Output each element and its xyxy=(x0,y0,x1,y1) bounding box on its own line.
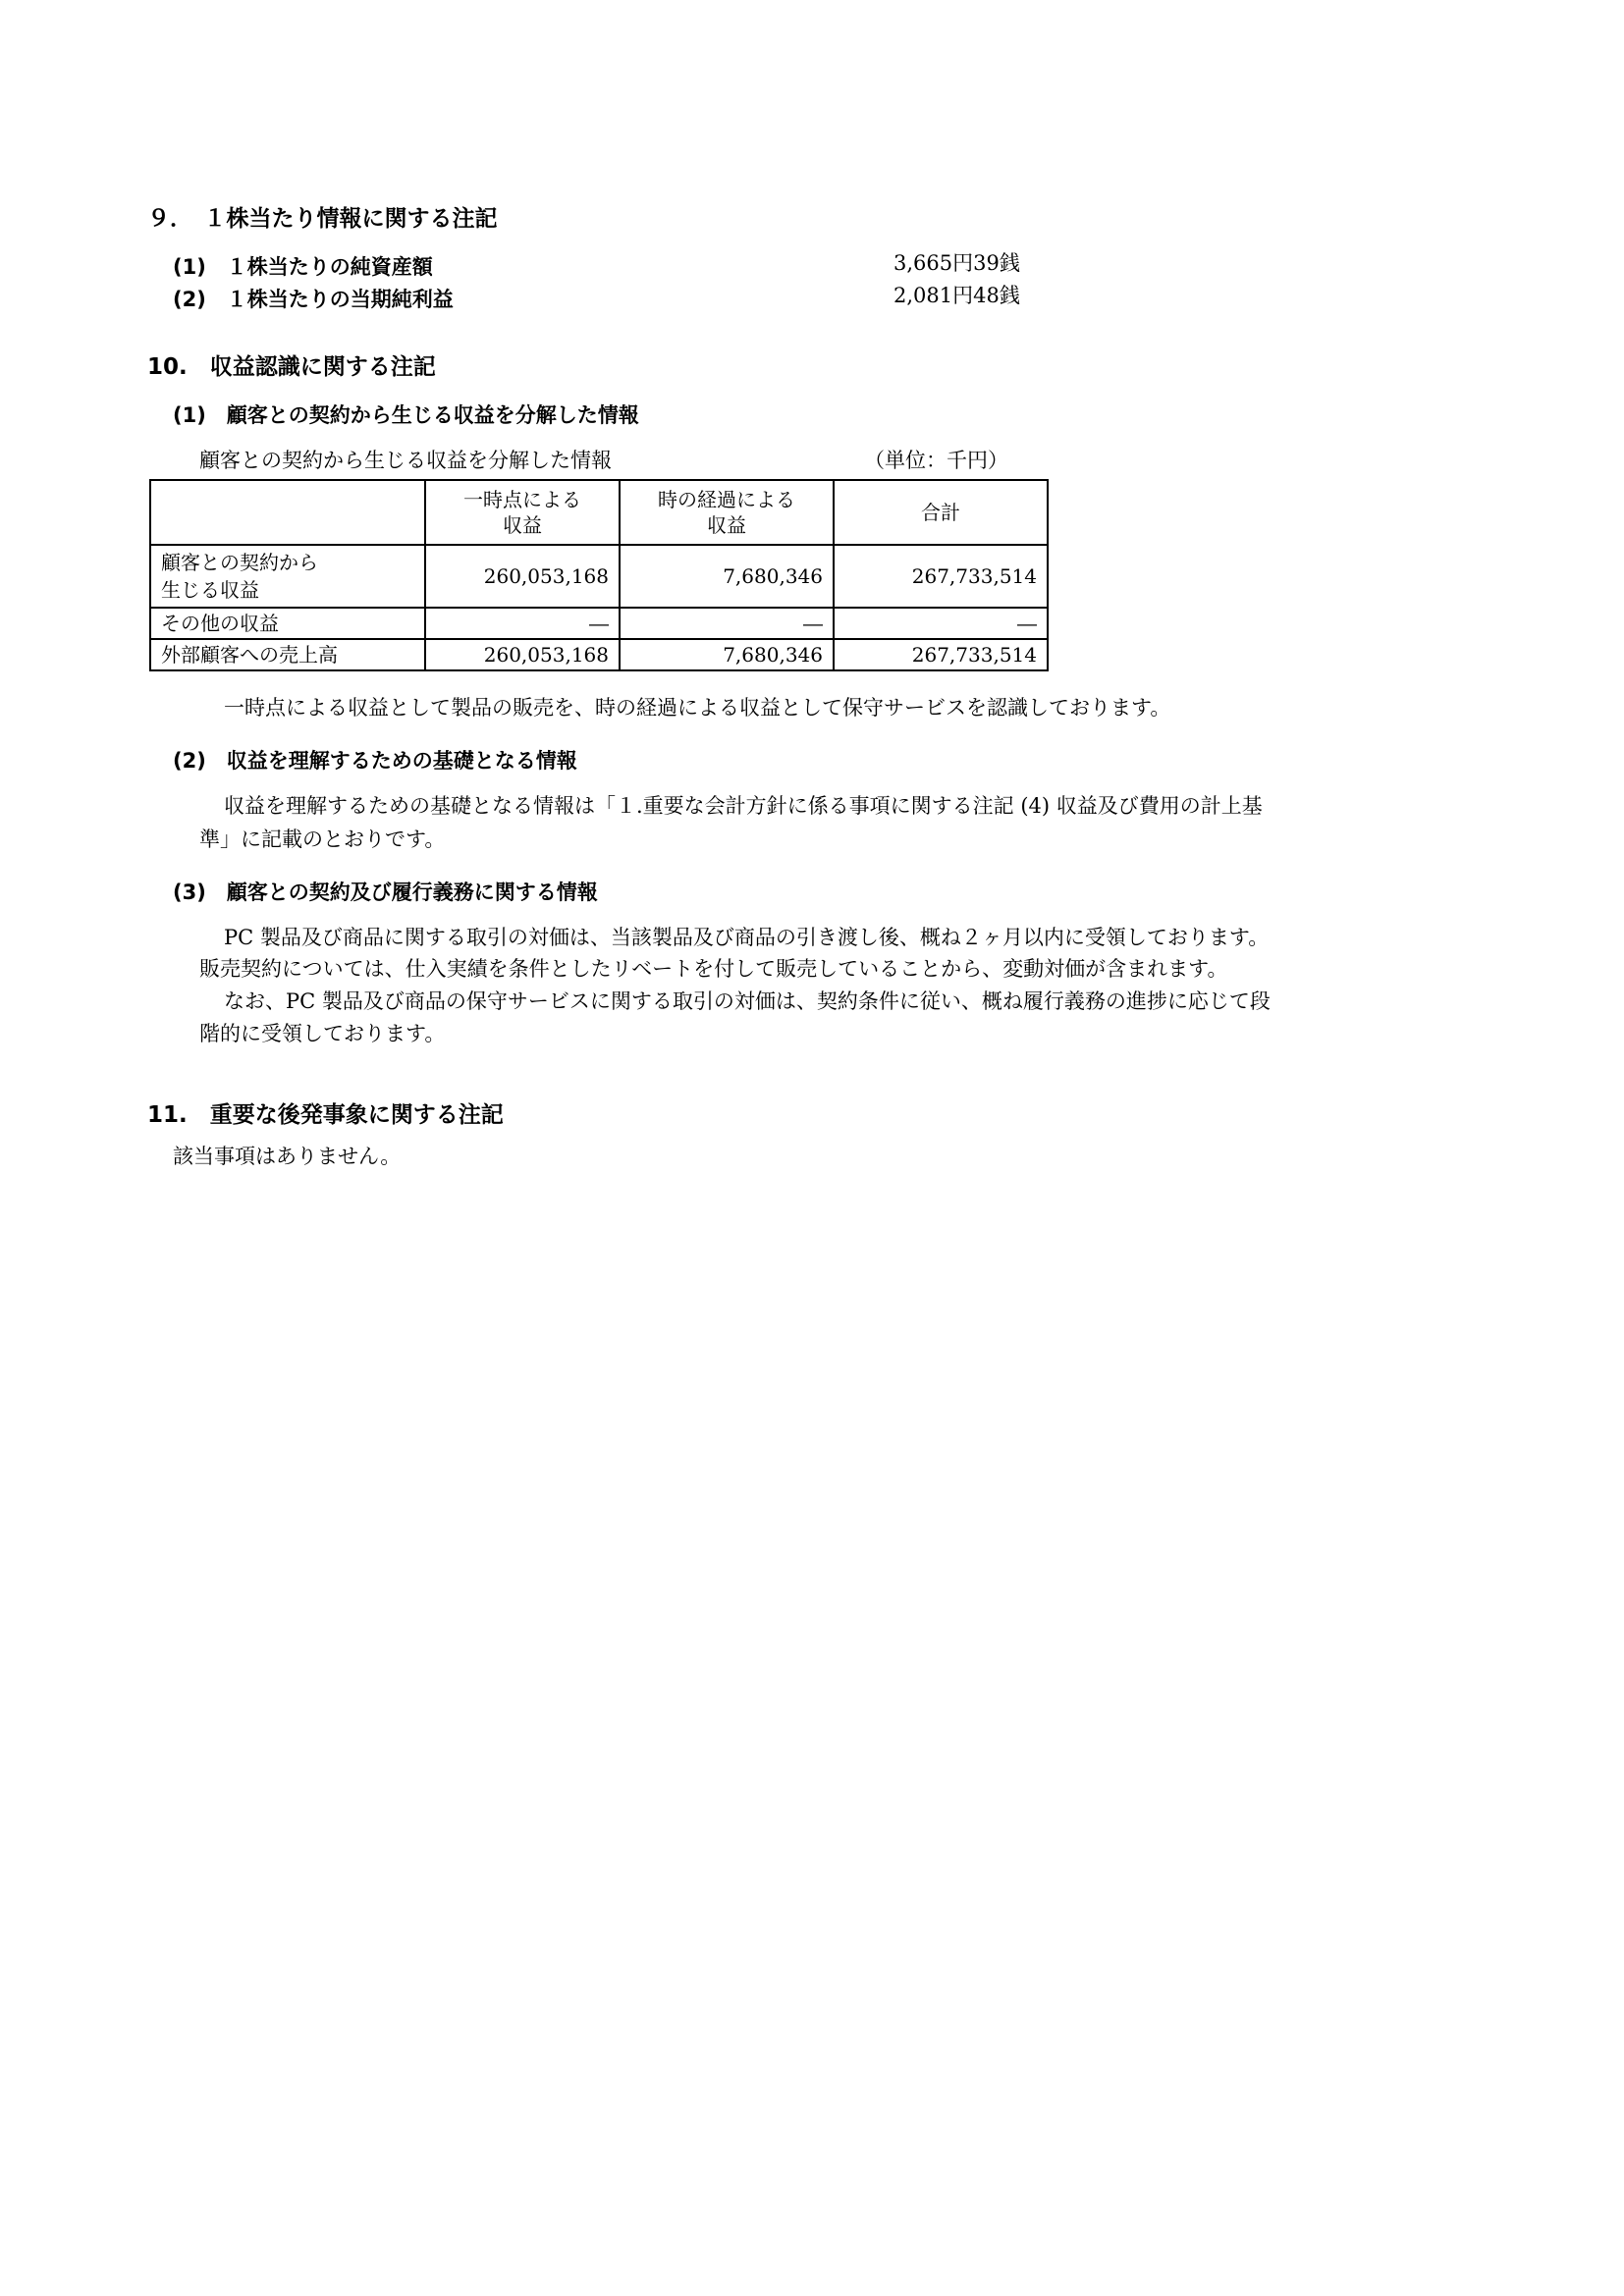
header-cell-blank xyxy=(150,480,425,545)
subsection-10-2-heading: (2) 収益を理解するための基礎となる情報 xyxy=(173,749,577,773)
subsection-10-2-text-line2: 準」に記載のとおりです。 xyxy=(199,828,446,851)
subsection-10-3-line2: 販売契約については、仕入実績を条件としたリベートを付して販売していることから、変動対価が含まれます。 xyxy=(199,957,1228,981)
net-income-per-share-value: 2,081円48銭 xyxy=(893,284,1020,307)
table-cell: 7,680,346 xyxy=(620,639,834,670)
net-assets-per-share-label: (1) １株当たりの純資産額 xyxy=(173,255,433,279)
section-10-heading: 10. 収益認識に関する注記 xyxy=(147,354,436,380)
row-label-other-revenue: その他の収益 xyxy=(150,608,425,639)
net-assets-per-share-value: 3,665円39銭 xyxy=(893,251,1020,275)
section-11-text: 該当事項はありません。 xyxy=(173,1145,402,1168)
table-note: 一時点による収益として製品の販売を、時の経過による収益として保守サービスを認識しております。 xyxy=(224,696,1171,720)
table-cell: ― xyxy=(834,608,1048,639)
subsection-10-3-line4: 階的に受領しております。 xyxy=(199,1022,446,1045)
header-cell-over-time: 時の経過による 収益 xyxy=(620,480,834,545)
section-9-heading: ９． １株当たり情報に関する注記 xyxy=(147,206,498,232)
row-label-external-sales: 外部顧客への売上高 xyxy=(150,639,425,670)
header-cell-total: 合計 xyxy=(834,480,1048,545)
table-cell: ― xyxy=(425,608,620,639)
row-label-contract-revenue: 顧客との契約から 生じる収益 xyxy=(150,545,425,608)
subsection-10-1-heading: (1) 顧客との契約から生じる収益を分解した情報 xyxy=(173,403,639,427)
table-row xyxy=(150,639,1048,670)
net-income-per-share-label: (2) １株当たりの当期純利益 xyxy=(173,288,454,311)
table-cell: 260,053,168 xyxy=(425,639,620,670)
header-cell-point-in-time: 一時点による 収益 xyxy=(425,480,620,545)
revenue-breakdown-table xyxy=(149,479,1049,671)
table-row xyxy=(150,545,1048,608)
table-cell: 267,733,514 xyxy=(834,545,1048,608)
table-header-row xyxy=(150,480,1048,545)
table-caption: 顧客との契約から生じる収益を分解した情報 xyxy=(199,449,612,472)
table-cell: 260,053,168 xyxy=(425,545,620,608)
subsection-10-3-heading: (3) 顧客との契約及び履行義務に関する情報 xyxy=(173,881,598,904)
subsection-10-3-line3: なお、PC 製品及び商品の保守サービスに関する取引の対価は、契約条件に従い、概ね履行義務の進捗に応じて段 xyxy=(224,989,1271,1013)
table-cell: 7,680,346 xyxy=(620,545,834,608)
table-cell: ― xyxy=(620,608,834,639)
subsection-10-3-line1: PC 製品及び商品に関する取引の対価は、当該製品及び商品の引き渡し後、概ね２ヶ月以内に受領しております。 xyxy=(224,926,1270,949)
table-unit: （単位：千円） xyxy=(864,449,1008,472)
section-11-heading: 11. 重要な後発事象に関する注記 xyxy=(147,1102,504,1128)
table-row xyxy=(150,608,1048,639)
table-cell: 267,733,514 xyxy=(834,639,1048,670)
subsection-10-2-text-line1: 収益を理解するための基礎となる情報は「１.重要な会計方針に係る事項に関する注記 (4) 収益及び費用の計上基 xyxy=(224,794,1263,818)
